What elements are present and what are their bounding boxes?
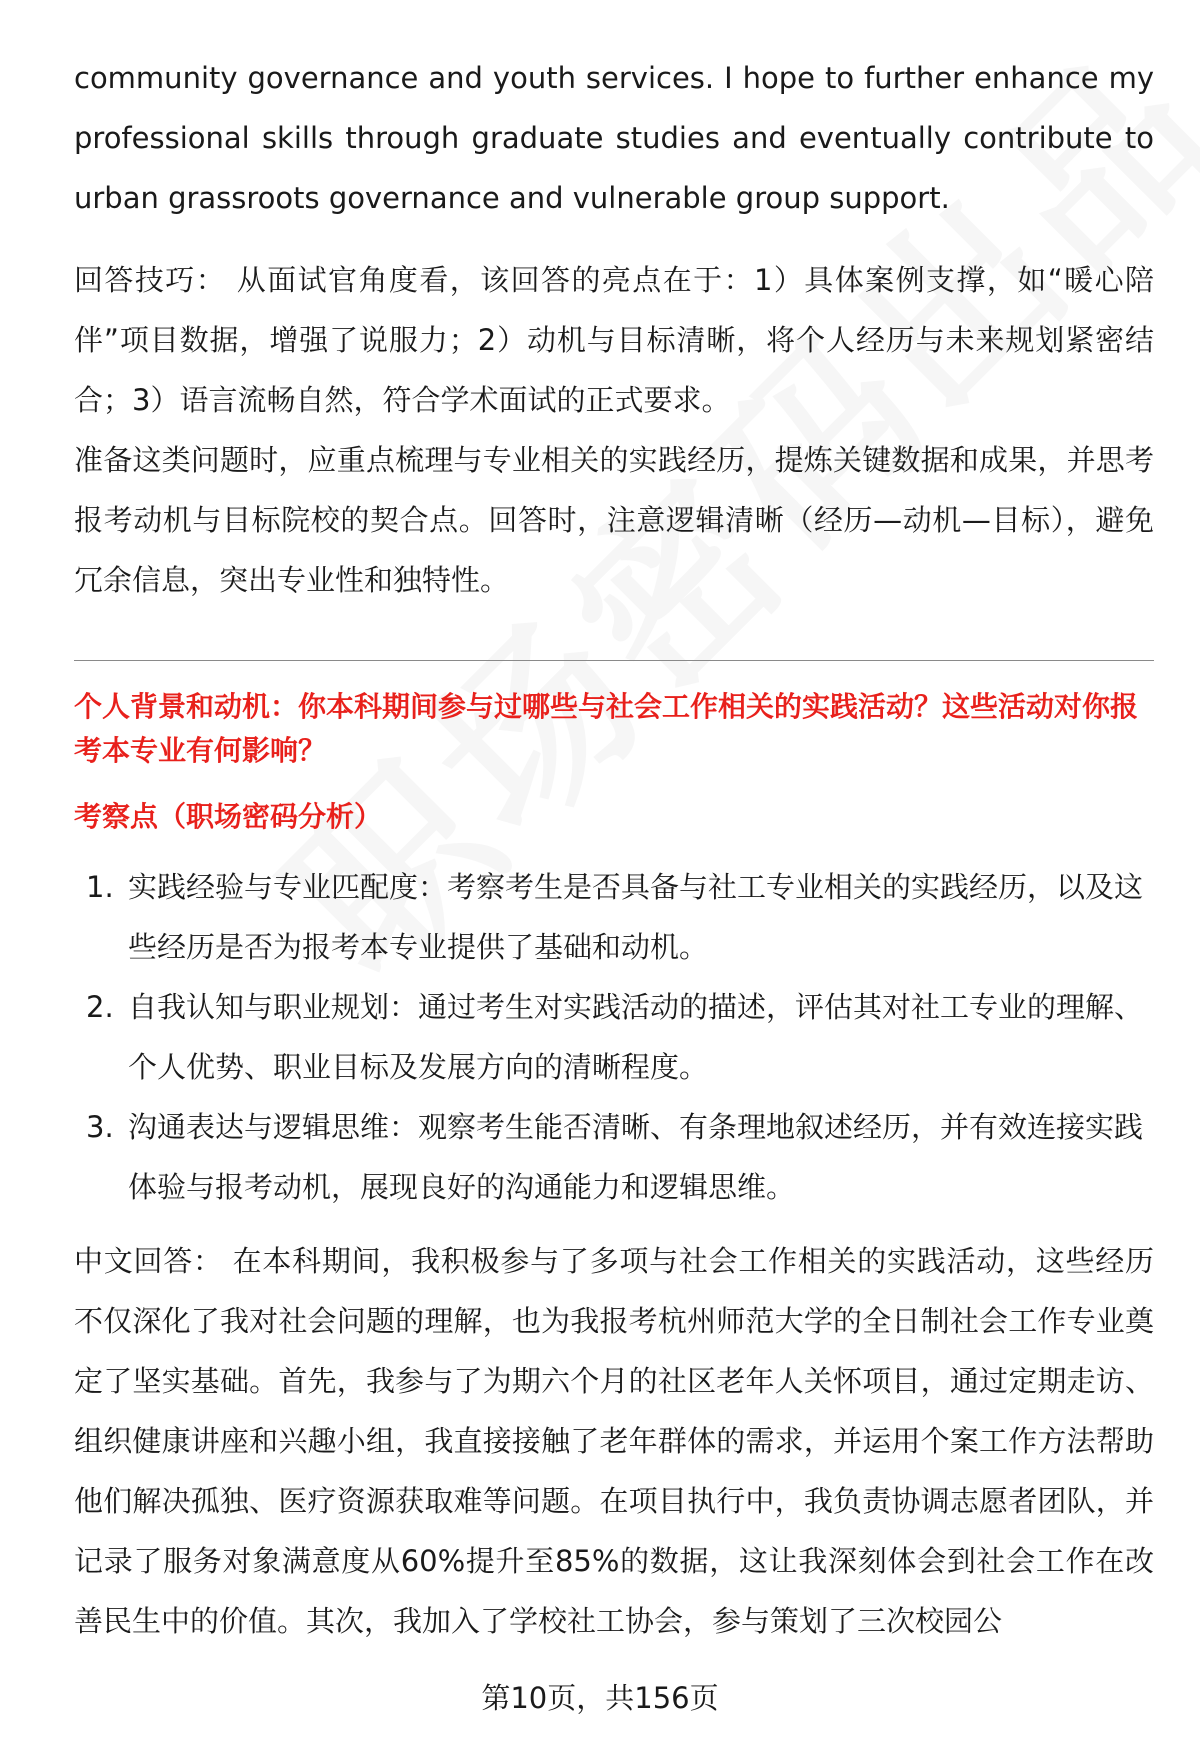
preparation-tips-paragraph: 准备这类问题时，应重点梳理与专业相关的实践经历，提炼关键数据和成果，并思考报考动机与目标院校的契合点。回答时，注意逻辑清晰（经历—动机—目标），避免冗余信息，突出专业性和独特性。 (74, 443, 1154, 597)
chinese-answer-paragraph: 中文回答： 在本科期间，我积极参与了多项与社会工作相关的实践活动，这些经历不仅深化了我对社会问题的理解，也为我报考杭州师范大学的全日制社会工作专业奠定了坚实基础。首先，我参与了为期六个月的社区老年人关怀项目，通过定期走访、组织健康讲座和兴趣小组，我直接接触了老年群体的需求，并运用个案工作方法帮助他们解决孤独、医疗资源获取难等问题。在项目执行中，我负责协调志愿者团队，并记录了服务对象满意度从60%提升至85%的数据，这让我深刻体会到社会工作在改善民生中的价值。其次，我加入了学校社工协会，参与策划了三次校园公 (74, 1244, 1154, 1638)
list-number: 2. (86, 990, 114, 1024)
english-answer-paragraph: community governance and youth services. I hope to further enhance my professional skills through graduate studies and eventually contribute to urban grassroots governance and vulnerable group support. (74, 61, 1154, 215)
question-title: 个人背景和动机：你本科期间参与过哪些与社会工作相关的实践活动？这些活动对你报考本专业有何影响？ (74, 690, 1139, 767)
list-text: 自我认知与职业规划：通过考生对实践活动的描述，评估其对社工专业的理解、个人优势、职业目标及发展方向的清晰程度。 (128, 990, 1144, 1084)
list-text: 实践经验与专业匹配度：考察考生是否具备与社工专业相关的实践经历，以及这些经历是否为报考本专业提供了基础和动机。 (128, 870, 1144, 964)
section-divider (74, 660, 1154, 661)
document-page (74, 48, 1154, 1651)
points-list (74, 857, 1154, 1217)
list-item (74, 857, 1154, 977)
points-heading: 考察点（职场密码分析） (74, 800, 383, 833)
list-text: 沟通表达与逻辑思维：观察考生能否清晰、有条理地叙述经历，并有效连接实践体验与报考动机，展现良好的沟通能力和逻辑思维。 (128, 1110, 1144, 1204)
list-number: 3. (86, 1110, 114, 1144)
answer-tips-paragraph: 回答技巧： 从面试官角度看，该回答的亮点在于：1）具体案例支撑，如“暖心陪伴”项目数据，增强了说服力；2）动机与目标清晰，将个人经历与未来规划紧密结合；3）语言流畅自然，符合学术面试的正式要求。 (74, 263, 1154, 417)
list-item (74, 977, 1154, 1097)
page-number-footer: 第10页，共156页 (481, 1681, 719, 1715)
list-number: 1. (86, 870, 114, 904)
list-item (74, 1097, 1154, 1217)
